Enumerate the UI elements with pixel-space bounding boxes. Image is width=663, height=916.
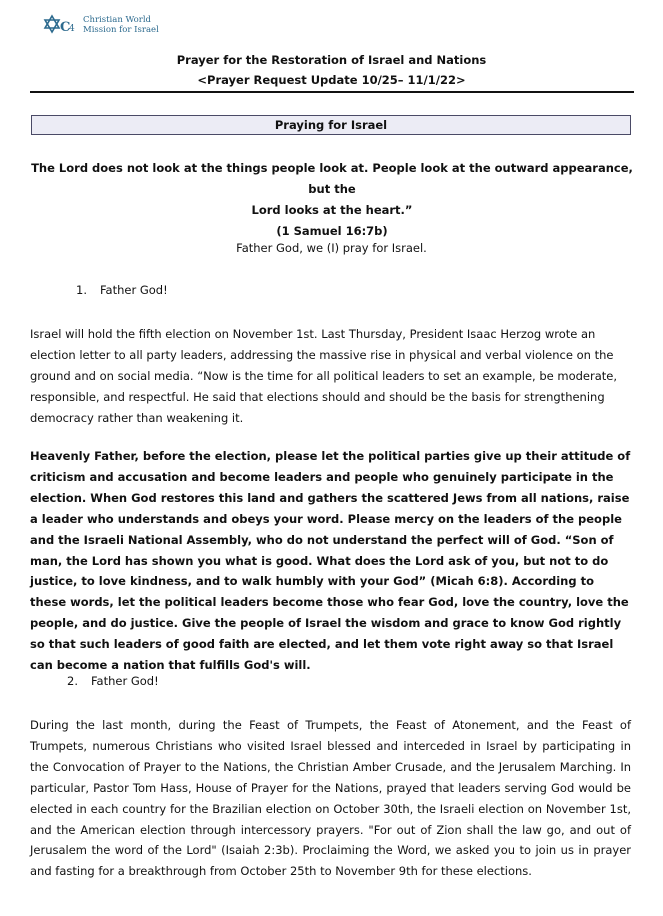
section-heading: Praying for Israel <box>31 115 631 135</box>
prayer-paragraph: Heavenly Father, before the election, please let the political parties give up their attitude of criticism and accusation and become leaders and people who genuinely participate in the election. When God restores this land and gathers the scattered Jews from all nations, raise a leader who understands and obeys your word. Please mercy on the leaders of the people and the Israeli National Assembly, who do not understand the perfect will of God. “Son of man, the Lord has shown you what is good. What does the Lord ask of you, but not to do justice, to love kindness, and to walk humbly with your God” (Micah 6:8). According to these words, let the political leaders become those who fear God, love the country, love the people, and do justice. Give the people of Israel the wisdom and grace to know God rightly so that such leaders of good faith are elected, and let them vote right away so that Israel can become a nation that fulfills God's will. <box>30 449 631 673</box>
list-heading-text: Father God! <box>91 674 159 688</box>
list-number: 1. <box>76 283 87 297</box>
list-number: 2. <box>67 674 78 688</box>
logo <box>43 14 163 40</box>
logo-line-1: Christian World <box>83 15 151 25</box>
header-divider <box>30 91 634 93</box>
body-paragraph: During the last month, during the Feast of Trumpets, the Feast of Atonement, and the Feast of Trumpets, numerous Christians who visited Israel blessed and interceded in Israel by participating in the Convocation of Prayer to the Nations, the Christian Amber Crusade, and the Jerusalem Marching. In particular, Pastor Tom Hass, House of Prayer for the Nations, prayed that leaders serving God would be elected in each country for the Brazilian election on October 30th, the Israeli election on November 1st, and the American election through intercessory prayers. "For out of Zion shall the law go, and out of Jerusalem the word of the Lord" (Isaiah 2:3b). Proclaiming the Word, we asked you to join us in prayer and fasting for a breakthrough from October 25th to November 9th for these elections. <box>30 718 631 879</box>
list-heading-text: Father God! <box>100 283 168 297</box>
logo-text <box>83 15 159 35</box>
body-paragraph: Israel will hold the fifth election on November 1st. Last Thursday, President Isaac Herzog wrote an election letter to all party leaders, addressing the massive rise in physical and verbal violence on the ground and on social media. “Now is the time for all political leaders to set an example, be moderate, responsible, and respectful. He said that elections should and should be the basis for strengthening democracy rather than weakening it. <box>30 327 618 425</box>
verse-line-1: The Lord does not look at the things people look at. People look at the outward appearance, but the <box>31 161 633 196</box>
verse-line-2: Lord looks at the heart.” <box>251 203 413 217</box>
svg-text:4: 4 <box>69 24 75 34</box>
verse-reference: (1 Samuel 16:7b) <box>276 224 388 238</box>
list-item-heading <box>67 674 159 688</box>
list-item-heading <box>76 283 168 297</box>
star-of-david-logo-icon <box>43 14 81 38</box>
svg-text:C: C <box>60 20 71 35</box>
logo-line-2: Mission for Israel <box>83 25 159 35</box>
intro-prayer: Father God, we (I) pray for Israel. <box>236 241 427 255</box>
document-subtitle: <Prayer Request Update 10/25– 11/1/22> <box>197 73 466 87</box>
document-title: Prayer for the Restoration of Israel and Nations <box>176 53 487 67</box>
scripture-verse <box>30 158 634 242</box>
